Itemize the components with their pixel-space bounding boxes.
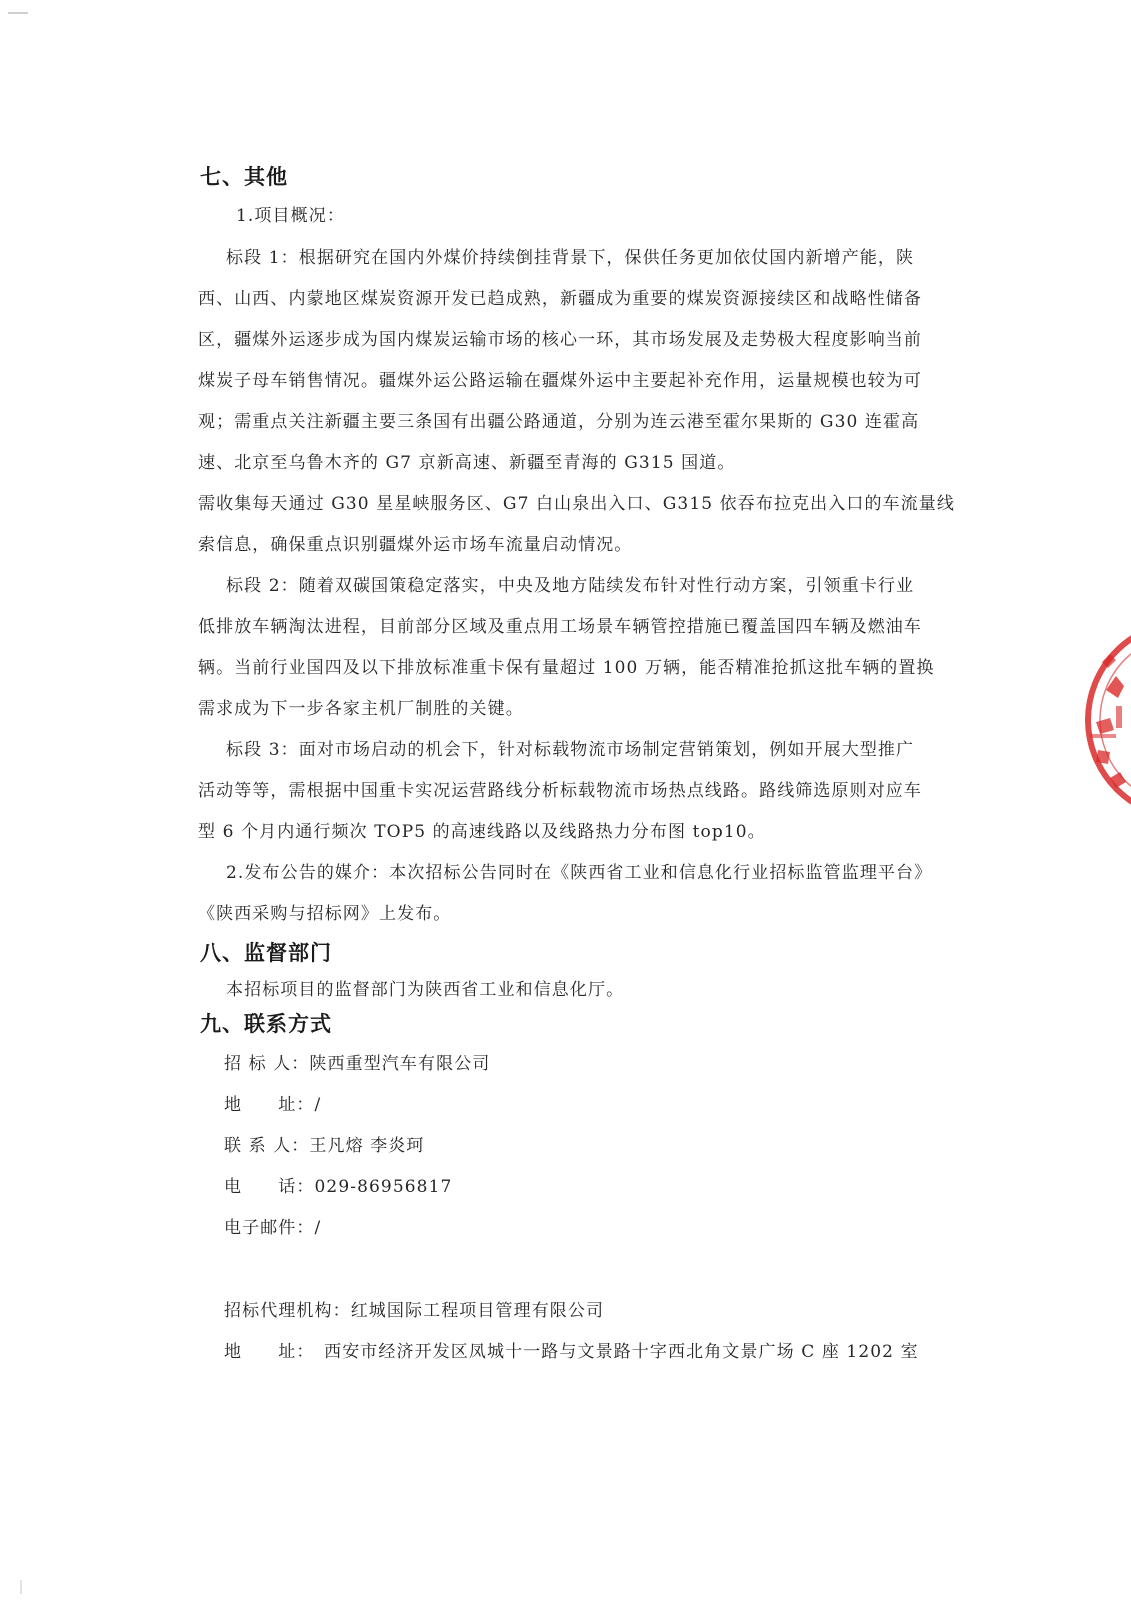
lot1-line: 索信息，确保重点识别疆煤外运市场车流量启动情况。 bbox=[198, 535, 633, 555]
lot1-line: 煤炭子母车销售情况。疆煤外运公路运输在疆煤外运中主要起补充作用，运量规模也较为可 bbox=[198, 371, 922, 391]
lot1-line: 观；需重点关注新疆主要三条国有出疆公路通道，分别为连云港至霍尔果斯的 G30 连霍高 bbox=[198, 412, 920, 432]
lot2-line: 标段 2：随着双碳国策稳定落实，中央及地方陆续发布针对性行动方案，引领重卡行业 bbox=[226, 576, 915, 596]
lot1-line: 需收集每天通过 G30 星星峡服务区、G7 白山泉出入口、G315 依吞布拉克出入口的车流量线 bbox=[198, 494, 955, 514]
email-line: 电子邮件：/ bbox=[224, 1218, 322, 1238]
phone-line: 电 话：029-86956817 bbox=[224, 1177, 453, 1197]
lot2-line: 低排放车辆淘汰进程，目前部分区域及重点用工场景车辆管控措施已覆盖国四车辆及燃油车 bbox=[198, 617, 922, 637]
lot1-line: 西、山西、内蒙地区煤炭资源开发已趋成熟，新疆成为重要的煤炭资源接续区和战略性储备 bbox=[198, 289, 922, 309]
contact-person-line: 联 系 人：王凡熔 李炎珂 bbox=[224, 1136, 425, 1156]
lot3-line: 活动等等，需根据中国重卡实况运营路线分析标载物流市场热点线路。路线筛选原则对应车 bbox=[198, 781, 922, 801]
media-line: 《陕西采购与招标网》上发布。 bbox=[198, 904, 452, 924]
lot2-line: 辆。当前行业国四及以下排放标准重卡保有量超过 100 万辆，能否精准抢抓这批车辆的置换 bbox=[198, 658, 935, 678]
company-seal-stamp bbox=[1076, 610, 1131, 830]
lot2-line: 需求成为下一步各家主机厂制胜的关键。 bbox=[198, 699, 524, 719]
agency-address-line: 地 址： 西安市经济开发区凤城十一路与文景路十字西北角文景广场 C 座 1202 室 bbox=[224, 1342, 919, 1362]
section-contact-heading: 九、联系方式 bbox=[200, 1012, 332, 1036]
media-line: 2.发布公告的媒介：本次招标公告同时在《陕西省工业和信息化行业招标监管监理平台》 bbox=[226, 863, 933, 883]
address-line: 地 址：/ bbox=[224, 1095, 322, 1115]
lot3-line: 标段 3：面对市场启动的机会下，针对标载物流市场制定营销策划，例如开展大型推广 bbox=[226, 740, 915, 760]
lot1-line: 速、北京至乌鲁木齐的 G7 京新高速、新疆至青海的 G315 国道。 bbox=[198, 453, 736, 473]
section-other-heading: 七、其他 bbox=[200, 165, 288, 189]
section-supervision-heading: 八、监督部门 bbox=[200, 941, 332, 965]
scan-mark-bottom bbox=[20, 1580, 22, 1594]
project-overview-label: 1.项目概况： bbox=[236, 206, 345, 226]
supervision-text: 本招标项目的监督部门为陕西省工业和信息化厅。 bbox=[226, 980, 625, 1000]
lot1-line: 区，疆煤外运逐步成为国内煤炭运输市场的核心一环，其市场发展及走势极大程度影响当前 bbox=[198, 330, 922, 350]
agency-line: 招标代理机构：红城国际工程项目管理有限公司 bbox=[224, 1301, 605, 1321]
tenderer-line: 招 标 人：陕西重型汽车有限公司 bbox=[224, 1054, 491, 1074]
lot3-line: 型 6 个月内通行频次 TOP5 的高速线路以及线路热力分布图 top10。 bbox=[198, 822, 766, 842]
scan-mark-top bbox=[8, 12, 28, 14]
lot1-line: 标段 1：根据研究在国内外煤价持续倒挂背景下，保供任务更加依仗国内新增产能，陕 bbox=[226, 248, 915, 268]
